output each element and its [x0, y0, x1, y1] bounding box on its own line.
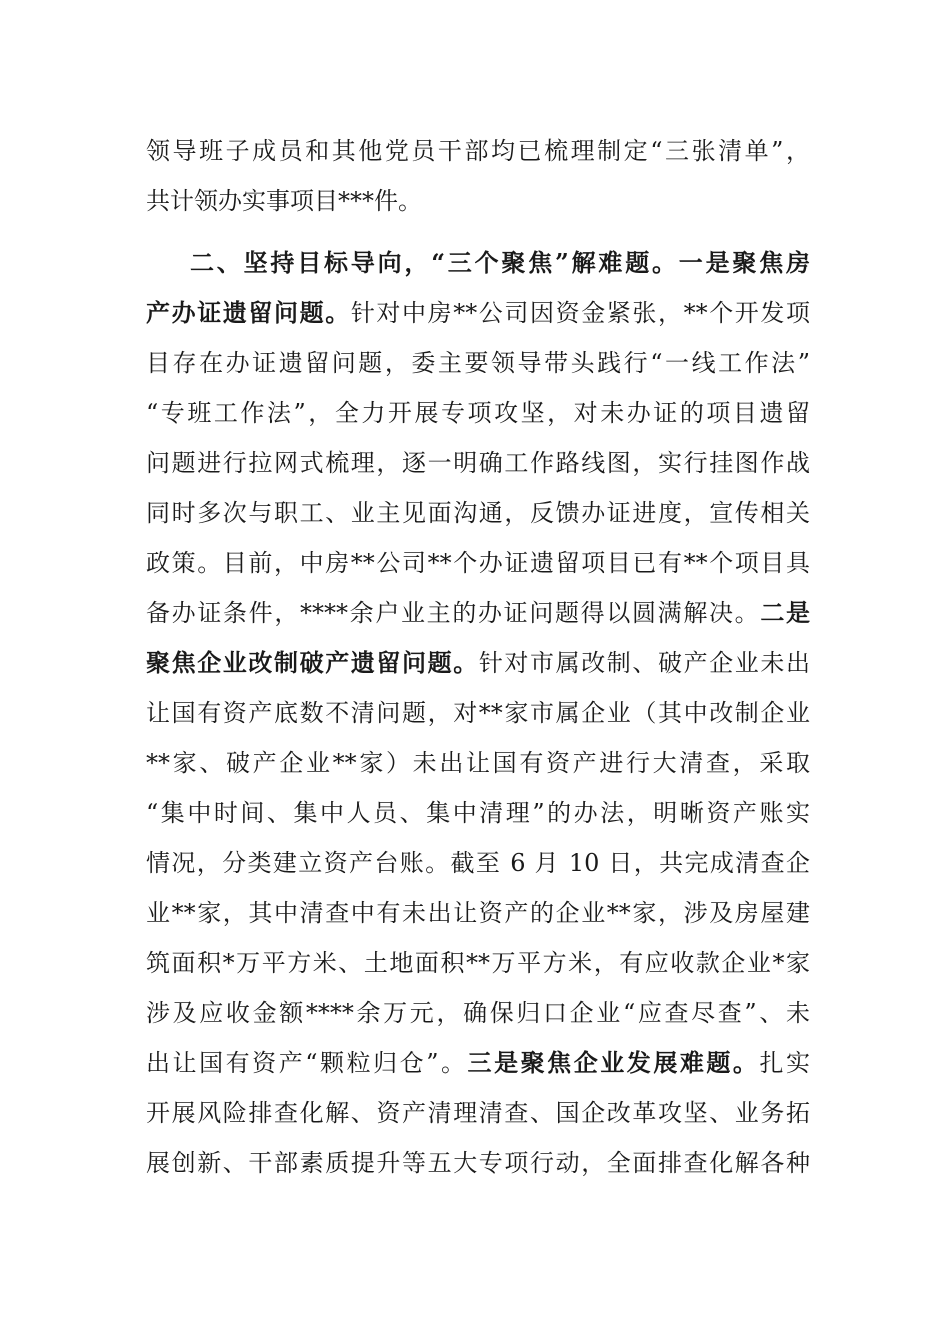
text-line: 开展风险排查化解、资产清理清查、国企改革攻坚、业务拓 [146, 1099, 810, 1127]
text-line: 情况，分类建立资产台账。截至 6 月 10 日，共完成清查企 [146, 849, 810, 877]
text-line: 政策。目前，中房**公司**个办证遗留项目已有**个项目具 [146, 549, 810, 577]
text-line [146, 638, 810, 688]
bold-phrase: 聚焦企业改制破产遗留问题。 [146, 648, 479, 677]
heading-line: 二、坚持目标导向，“三个聚焦”解难题。一是聚焦房 [190, 248, 810, 277]
text-run: 针对市属改制、破产企业未出 [478, 649, 811, 677]
text-run: 备办证条件，****余户业主的办证问题得以圆满解决。 [146, 599, 761, 627]
text-line: 涉及应收金额****余万元，确保归口企业“应查尽查”、未 [146, 999, 810, 1027]
paragraph-1 [146, 126, 810, 226]
text-run: 出让国有资产“颗粒归仓”。 [146, 1049, 468, 1077]
text-line: 同时多次与职工、业主见面沟通，反馈办证进度，宣传相关 [146, 499, 810, 527]
text-line [146, 588, 810, 638]
text-run: 针对中房**公司因资金紧张，**个开发项 [350, 299, 811, 327]
text-run: 扎实 [759, 1049, 811, 1077]
document-page [146, 126, 810, 1188]
text-line: 筑面积*万平方米、土地面积**万平方米，有应收款企业*家 [146, 949, 810, 977]
bold-phrase: 三是聚焦企业发展难题。 [467, 1048, 760, 1077]
text-line: 问题进行拉网式梳理，逐一明确工作路线图，实行挂图作战 [146, 449, 810, 477]
text-line [146, 1038, 810, 1088]
bold-phrase: 二是 [760, 598, 811, 627]
text-line: “专班工作法”，全力开展专项攻坚，对未办证的项目遗留 [146, 399, 810, 427]
paragraph-2 [146, 238, 810, 1188]
text-line: 领导班子成员和其他党员干部均已梳理制定“三张清单”， [146, 137, 810, 165]
paragraph-gap [146, 226, 810, 238]
text-line: “集中时间、集中人员、集中清理”的办法，明晰资产账实 [146, 799, 810, 827]
text-line: 让国有资产底数不清问题，对**家市属企业（其中改制企业 [146, 699, 810, 727]
text-line [146, 288, 810, 338]
text-line: **家、破产企业**家）未出让国有资产进行大清查，采取 [146, 749, 810, 777]
text-line: 业**家，其中清查中有未出让资产的企业**家，涉及房屋建 [146, 899, 810, 927]
text-line: 展创新、干部素质提升等五大专项行动，全面排查化解各种 [146, 1149, 810, 1177]
text-line: 共计领办实事项目***件。 [146, 187, 422, 215]
bold-phrase: 产办证遗留问题。 [146, 298, 351, 327]
text-line: 目存在办证遗留问题，委主要领导带头践行“一线工作法” [146, 349, 810, 377]
